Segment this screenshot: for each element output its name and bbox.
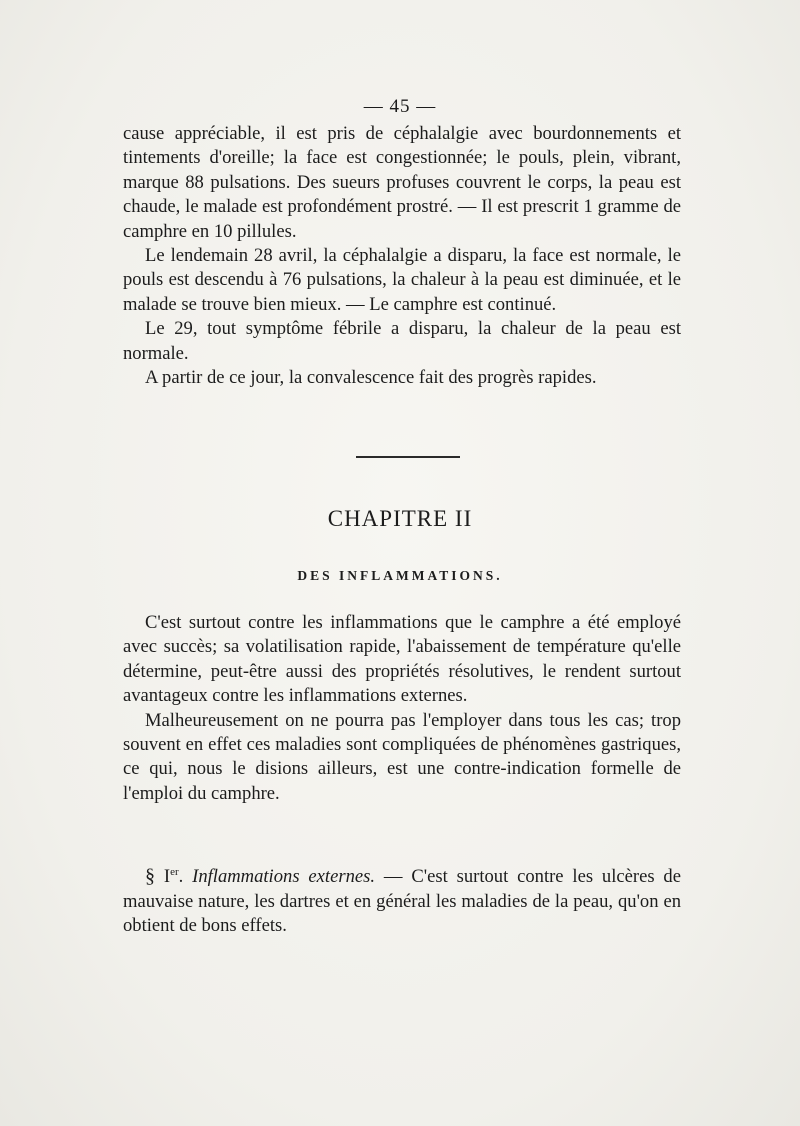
subsection-heading: Inflammations externes. [192, 866, 376, 888]
section-title: DES INFLAMMATIONS. [297, 568, 503, 583]
section-mark: § [145, 865, 155, 888]
paragraph: Le 29, tout symptôme fébrile a disparu, la chaleur de la peau est normale. [123, 318, 681, 364]
inflammations-text [123, 611, 681, 806]
page-number: — 45 — [363, 96, 437, 117]
case-report-text [123, 122, 681, 390]
subsection-paragraph [123, 860, 681, 938]
paragraph: A partir de ce jour, la convalescence fait des progrès rapides. [145, 367, 597, 389]
subsection-number-value: I [163, 866, 171, 888]
section-divider [356, 456, 460, 458]
subsection-number: Ier. [163, 866, 184, 888]
subsection-number-sup: er [170, 866, 179, 878]
paragraph: Malheureusement on ne pourra pas l'employer dans tous les cas; trop souvent en effet ces maladies sont compliquées de phénomènes gastriques, ce qui, nous le disions ailleurs, est une contre-indication formelle de l'emploi du camphre. [123, 709, 681, 804]
chapter-title: CHAPITRE II [327, 506, 473, 531]
subsection-text [123, 860, 681, 938]
paragraph: Le lendemain 28 avril, la céphalalgie a disparu, la face est normale, le pouls est descendu à 76 pulsations, la chaleur à la peau est diminuée, et le malade se trouve bien mieux. — Le camphre est continué. [123, 245, 681, 315]
paragraph: cause appréciable, il est pris de céphalalgie avec bourdonnements et tintements d'oreille; la face est congestionnée; le pouls, plein, vibrant, marque 88 pulsations. Des sueurs profuses couvrent le corps, la peau est chaude, le malade est profondément prostré. — Il est prescrit 1 gramme de camphre en 10 pillules. [123, 123, 681, 242]
subsection-body: — C'est surtout contre les ulcères de mauvaise nature, les dartres et en général les maladies de la peau, qu'on en obtient de bons effets. [123, 866, 681, 936]
paragraph: C'est surtout contre les inflammations que le camphre a été employé avec succès; sa volatilisation rapide, l'abaissement de température qu'elle détermine, peut-être aussi des propriétés résolutives, le rendent surtout avantageux contre les inflammations externes. [123, 612, 681, 707]
